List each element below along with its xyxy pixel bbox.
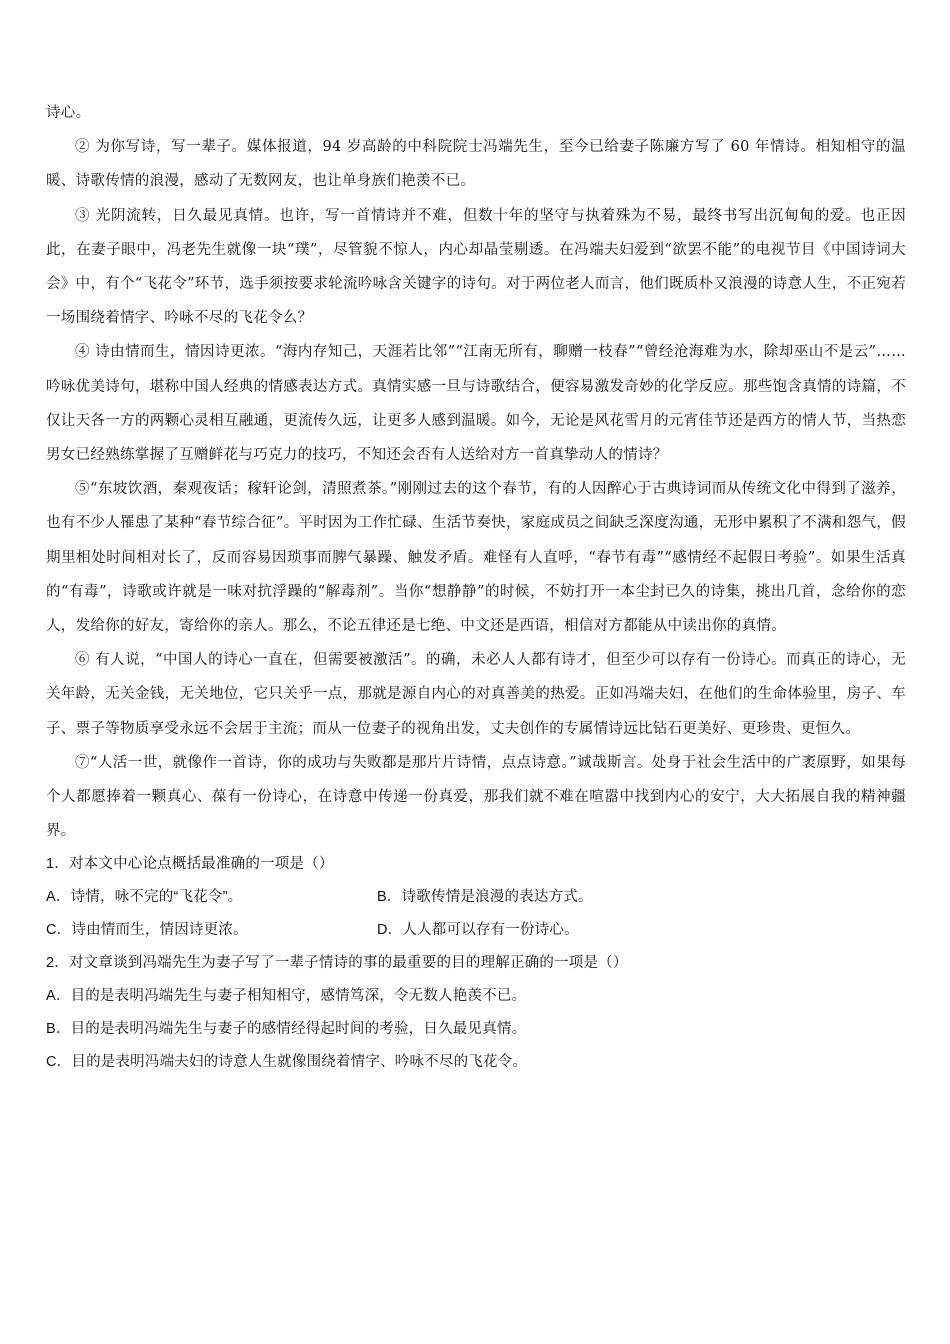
question-1-option-b: B．诗歌传情是浪漫的表达方式。 (377, 889, 593, 906)
question-2-option-b: B．目的是表明冯端先生与妻子的感情经得起时间的考验，日久最见真情。 (46, 1021, 527, 1038)
question-2-option-a: A．目的是表明冯端先生与妻子相知相守，感情笃深，令无数人艳羡不已。 (46, 988, 527, 1005)
question-2-stem: 2．对文章谈到冯端先生为妻子写了一辈子情诗的事的最重要的目的理解正确的一项是（） (46, 955, 628, 972)
question-1-option-d: D．人人都可以存有一份诗心。 (377, 922, 579, 939)
question-1-stem: 1．对本文中心论点概括最准确的一项是（） (46, 856, 334, 873)
paragraph-2: ② 为你写诗，写一辈子。媒体报道，94 岁高龄的中科院院士冯端先生，至今已给妻子陈廉方写了 60 年情诗。相知相守的温暖、诗歌传情的浪漫，感动了无数网友，也让单身族们艳羡不已。 (46, 139, 906, 190)
question-2-option-c: C．目的是表明冯端夫妇的诗意人生就像围绕着情字、吟咏不尽的飞花令。 (46, 1054, 528, 1071)
question-1-option-c: C．诗由情而生，情因诗更浓。 (46, 922, 248, 939)
paragraph-6: ⑥ 有人说，“中国人的诗心一直在，但需要被激活”。的确，未必人人都有诗才，但至少可以存有一份诗心。而真正的诗心，无关年龄，无关金钱，无关地位，它只关乎一点，那就是源自内心的对真善美的热爱。正如冯端夫妇，在他们的生命体验里，房子、车子、票子等物质享受永远不会居于主流；而从一位妻子的视角出发，丈夫创作的专属情诗远比钻石更美好、更珍贵、更恒久。 (46, 652, 906, 737)
document-page (46, 96, 906, 1079)
paragraph-4: ④ 诗由情而生，情因诗更浓。“海内存知己，天涯若比邻”“江南无所有，聊赠一枝春”“曾经沧海难为水，除却巫山不是云”……吟咏优美诗句，堪称中国人经典的情感表达方式。真情实感一旦与诗歌结合，便容易激发奇妙的化学反应。那些饱含真情的诗篇，不仅让天各一方的两颗心灵相互融通，更流传久远，让更多人感到温暖。如今，无论是风花雪月的元宵佳节还是西方的情人节，当热恋男女已经熟练掌握了互赠鲜花与巧克力的技巧，不知还会否有人送给对方一首真挚动人的情诗？ (46, 344, 906, 464)
question-1-options-row-2 (46, 914, 906, 947)
question-1-options-row-1 (46, 881, 906, 914)
question-2 (46, 947, 906, 1079)
paragraph-3: ③ 光阴流转，日久最见真情。也许，写一首情诗并不难，但数十年的坚守与执着殊为不易，最终书写出沉甸甸的爱。也正因此，在妻子眼中，冯老先生就像一块“璞”，尽管貌不惊人，内心却晶莹剔透。在冯端夫妇爱到“欲罢不能”的电视节目《中国诗词大会》中，有个“飞花令”环节，选手须按要求轮流吟咏含关键字的诗句。对于两位老人而言，他们既质朴又浪漫的诗意人生，不正宛若一场围绕着情字、吟咏不尽的飞花令么？ (46, 207, 906, 327)
question-1-option-a: A．诗情，咏不完的“飞花令”。 (46, 889, 243, 906)
question-1 (46, 848, 906, 947)
paragraph-7: ⑦“人活一世，就像作一首诗，你的成功与失败都是那片片诗情，点点诗意。”诚哉斯言。处身于社会生活中的广袤原野，如果每个人都愿捧着一颗真心、葆有一份诗心，在诗意中传递一份真爱，那我们就不难在喧嚣中找到内心的安宁，大大拓展自我的精神疆界。 (46, 754, 906, 840)
paragraph-continuation: 诗心。 (46, 105, 91, 121)
paragraph-5: ⑤“东坡饮酒，秦观夜话；稼轩论剑，清照煮茶。”刚刚过去的这个春节，有的人因醉心于古典诗词而从传统文化中得到了滋养，也有不少人罹患了某种“春节综合征”。平时因为工作忙碌、生活节奏快，家庭成员之间缺乏深度沟通，无形中累积了不满和怨气，假期里相处时间相对长了，反而容易因琐事而脾气暴躁、触发矛盾。难怪有人直呼，“春节有毒”“感情经不起假日考验”。如果生活真的“有毒”，诗歌或许就是一味对抗浮躁的“解毒剂”。当你“想静静”的时候，不妨打开一本尘封已久的诗集，挑出几首，念给你的恋人，发给你的好友，寄给你的亲人。那么，不论五律还是七绝、中文还是西语，相信对方都能从中读出你的真情。 (46, 481, 906, 635)
